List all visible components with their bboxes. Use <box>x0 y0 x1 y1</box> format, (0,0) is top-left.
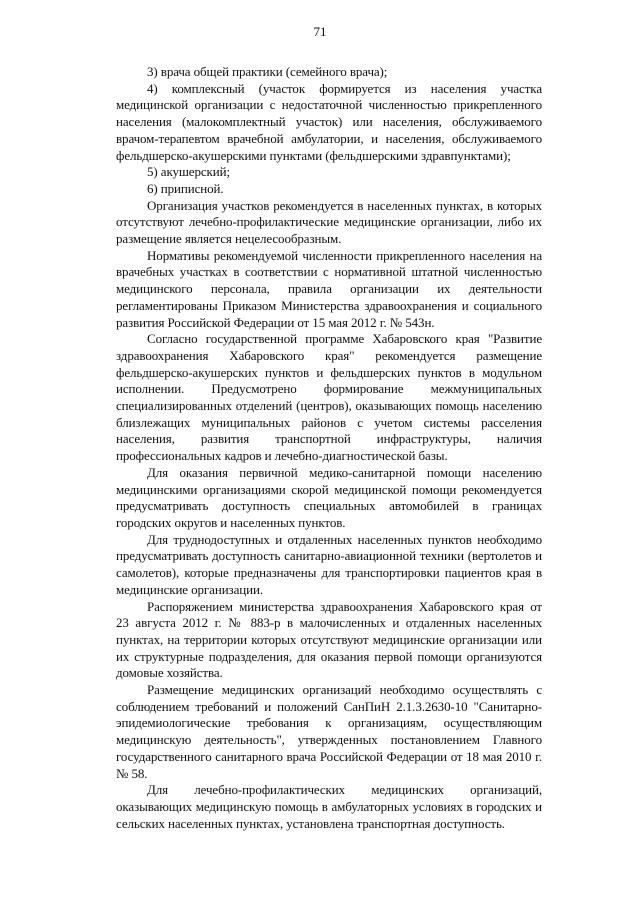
list-item-obstetric-site: 5) акушерский; <box>147 164 230 180</box>
paragraph-ministry-order: Распоряжением министерства здравоохранения Хабаровского края от 23 августа 2012 г. № 883-р в малочисленных и отдаленных населенных пунктах, на территории которых отсутствуют медицинские организации или их структурные подразделения, для оказания первой помощи организуются домовые хозяйства. <box>116 598 542 681</box>
list-item-complex-site: 4) комплексный (участок формируется из населения участка медицинской организации с недостаточной численностью прикрепленного населения (малокомплектный участок) или населения, обслуживаемого врачом-терапевтом врачебной амбулатории, и населения, обслуживаемого фельдшерско-акушерскими пунктами (фельдшерскими здравпунктами); <box>116 80 542 163</box>
paragraph-air-ambulance: Для труднодоступных и отдаленных населенных пунктов необходимо предусматривать доступность санитарно-авиационной техники (вертолетов и самолетов), которые предназначены для транспортировки пациентов края в медицинские организации. <box>116 531 542 597</box>
paragraph-population-norms: Нормативы рекомендуемой численности прикрепленного населения на врачебных участках в соответствии с нормативной штатной численностью медицинского персонала, правила организации их деятельности регламентированы Приказом Министерства здравоохранения и социального развития Российской Федерации от 15 мая 2012 г. № 543н. <box>116 247 542 330</box>
paragraph-state-program: Согласно государственной программе Хабаровского края "Развитие здравоохранения Хабаровского края" рекомендуется размещение фельдшерско-акушерских пунктов и фельдшерских пунктов в модульном исполнении. Предусмотрено формирование межмуниципальных специализированных отделений (центров), оказывающих помощь населению близлежащих муниципальных районов с учетом системы расселения населения, развития транспортной инфраструктуры, наличия профессиональных кадров и лечебно-диагностической базы. <box>116 331 542 464</box>
paragraph-site-organization: Организация участков рекомендуется в населенных пунктах, в которых отсутствуют лечебно-профилактические медицинские организации, либо их размещение является нецелесообразным. <box>116 197 542 247</box>
list-item-assigned-site: 6) приписной. <box>147 180 224 196</box>
paragraph-emergency-vehicles: Для оказания первичной медико-санитарной помощи населению медицинскими организациями скорой медицинской помощи рекомендуется предусматривать доступность специальных автомобилей в границах городских округов и населенных пунктов. <box>116 464 542 530</box>
list-item-general-practitioner: 3) врача общей практики (семейного врача); <box>147 64 388 79</box>
paragraph-transport-access: Для лечебно-профилактических медицинских организаций, оказывающих медицинскую помощь в амбулаторных условиях в городских и сельских населенных пунктах, установлена транспортная доступность. <box>116 782 542 831</box>
document-body <box>116 64 542 832</box>
page-number: 71 <box>313 24 327 39</box>
paragraph-sanitary-rules: Размещение медицинских организаций необходимо осуществлять с соблюдением требований и положений СанПиН 2.1.3.2630-10 "Санитарно-эпидемиологические требования к организациям, осуществляющим медицинскую деятельность", утвержденных постановлением Главного государственного санитарного врача Российской Федерации от 18 мая 2010 г. № 58. <box>116 682 542 781</box>
